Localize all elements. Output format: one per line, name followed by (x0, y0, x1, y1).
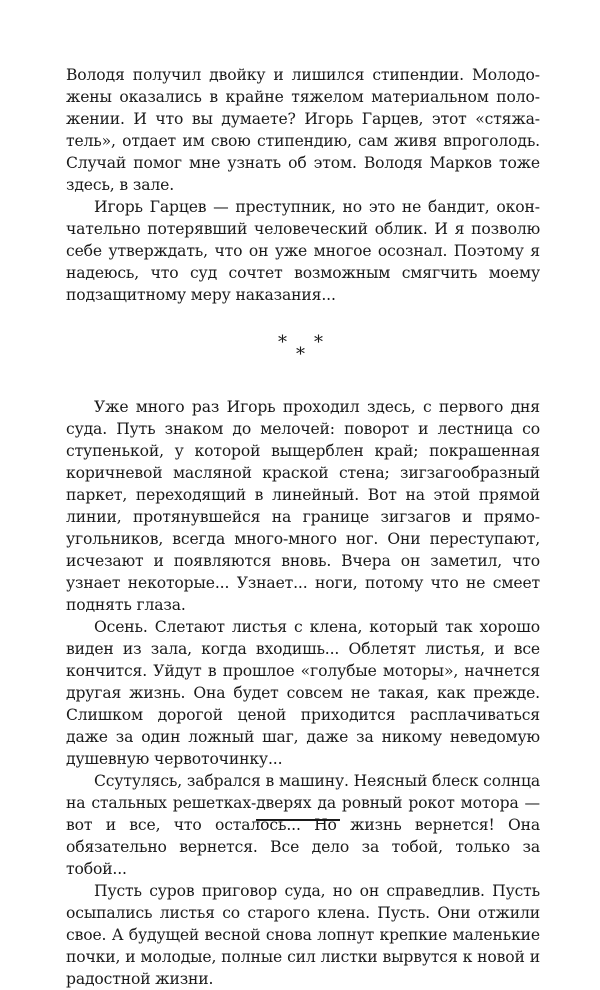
page-text (66, 64, 540, 990)
paragraph: Игорь Гарцев — преступник, но это не бандит, окончательно потерявший человеческий облик. И я позволю себе утверждать, что он уже многое осознал. Поэтому я надеюсь, что суд сочтет возможным смягчить моему подзащитному меру наказания... (66, 198, 540, 304)
section-separator (66, 332, 540, 376)
paragraph: Ссутулясь, забрался в машину. Неясный блеск солнца на стальных решетках-дверях да ровный рокот мотора — вот и все, что осталось... Но жизнь вернется! Она обязательно вернется. Все дело за тобой, только за тобой... (66, 772, 540, 878)
paragraph: Уже много раз Игорь проходил здесь, с первого дня суда. Путь знаком до мелочей: поворот и лестница со ступенькой, у которой выщерблен край; покрашенная коричневой масляной краской стена; зигзагообразный паркет, переходящий в линейный. Вот на этой прямой линии, протянувшейся на границе зигзагов и прямоугольников, всегда много-много ног. Они переступают, исчезают и появляются вновь. Вчера он заметил, что узнает некоторые... Узнает... ноги, потому что не смеет поднять глаза. (66, 398, 540, 614)
paragraph: Володя получил двойку и лишился стипендии. Молодожены оказались в крайне тяжелом материальном положении. И что вы думаете? Игорь Гарцев, этот «стяжатель», отдает им свою стипендию, сам живя впроголодь. Случай помог мне узнать об этом. Володя Марков тоже здесь, в зале. (66, 66, 540, 194)
section-two (66, 396, 540, 990)
separator-star: * (314, 332, 323, 353)
separator-star: * (296, 344, 305, 365)
end-rule (256, 819, 340, 821)
separator-star: * (278, 332, 287, 353)
paragraph: Пусть суров приговор суда, но он справедлив. Пусть осыпались листья со старого клена. Пусть. Они отжили свое. А будущей весной снова лопнут крепкие маленькие почки, и молодые, полные сил листки вырвутся к новой и радостной жизни. (66, 882, 540, 988)
paragraph: Осень. Слетают листья с клена, который так хорошо виден из зала, когда входишь... Облетят листья, и все кончится. Уйдут в прошлое «голубые моторы», начнется другая жизнь. Она будет совсем не такая, как прежде. Слишком дорогой ценой приходится расплачиваться даже за один ложный шаг, даже за никому неведомую душевную червоточинку... (66, 618, 540, 768)
